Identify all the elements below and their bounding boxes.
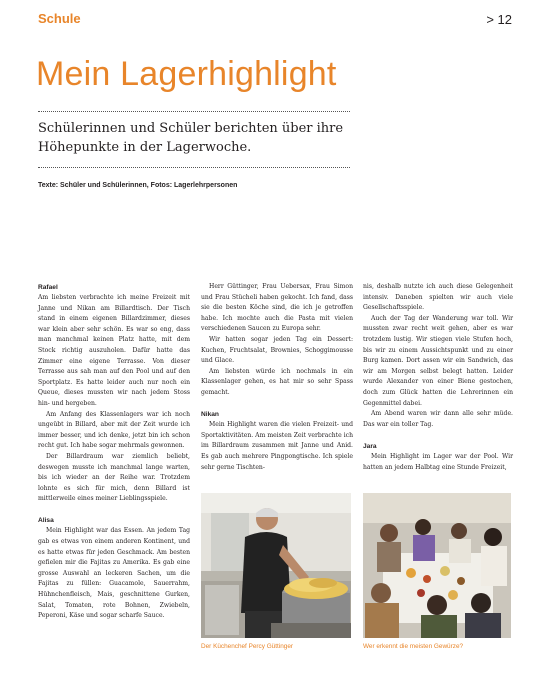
author-heading-jara: Jara [363, 442, 377, 450]
article-credits: Texte: Schüler und Schülerinnen, Fotos: Lagerlehrpersonen [38, 182, 238, 189]
article-lead: Schülerinnen und Schüler berichten über ihre Höhepunkte in der Lagerwoche. [38, 121, 344, 155]
photo-caption-2: Wer erkennt die meisten Gewürze? [363, 643, 464, 650]
paragraph: Auch der Tag der Wanderung war toll. Wir mussten zwar recht weit gehen, aber es war trotzdem lustig. Wir stiegen viele Stufen hoch, bis wir zu einem Aussichtspunkt und zu einer Burg kamen. Dort assen wir ein Sandwich, das wir am Morgen selbst belegt hatten. Leider wurde Alexander von einer Biene gestochen, doch zum Glück hatten die Lehrerinnen ein Gegenmittel dabei. [363, 314, 513, 407]
paragraph: Am liebsten würde ich nochmals in ein Klassenlager gehen, es hat mir so sehr Spass gemacht. [201, 367, 353, 396]
photo-kitchen-chef-image [201, 493, 351, 638]
photo-spices-table [363, 493, 511, 638]
photo-caption-1: Der Küchenchef Percy Güttinger [201, 643, 293, 650]
text-column-2 [201, 282, 353, 473]
photo-spices-table-image [363, 493, 511, 638]
author-heading-alisa: Alisa [38, 517, 54, 525]
text-column-3 [363, 282, 513, 473]
text-column-1 [38, 282, 190, 622]
paragraph: Der Billardraum war ziemlich beliebt, deswegen musste ich manchmal lange warten, bis ich wieder an der Reihe war. Trotzdem lohnte es sich für mich, denn Billard ist mittlerweile eines meiner Lieblingsspiele. [38, 452, 190, 503]
divider-bottom [38, 167, 350, 168]
author-heading-rafael: Rafael [38, 284, 58, 291]
paragraph: Am liebsten verbrachte ich meine Freizeit mit Janne und Nikan am Billardtisch. Der Tisch stand in einem eigenen Billardzimmer, dieses war klein aber sehr schön. Es war so eng, dass man manchmal keinen Platz hatte, mit dem Stock richtig auszuholen. Dafür hatte das Zimmer eine eigene Terrasse. Von dieser Terrasse aus sah man auf den Pool und auf den Sportplatz. Es hatte leider auch nur noch ein Queue, dieses mussten wir nach jedem Stoss hin- und hergeben. [38, 294, 190, 407]
author-heading-nikan: Nikan [201, 411, 219, 419]
paragraph: Mein Highlight war das Essen. An jedem Tag gab es etwas von einem anderen Kontinent, und es hatte etwas für jeden Geschmack. Am besten gefielen mir die Fajitas zu Amerika. Es gab eine grosse Auswahl an leckeren Sachen, um die Fajitas zu füllen: Guacamole, Sauerrahm, Hühnchenfleisch, Mais, geschnittene Gurken, Salat, Tomaten, rote Bohnen, Zwiebeln, Peperoni, Käse und sogar scharfe Sauce. [38, 527, 190, 620]
paragraph: Mein Highlight waren die vielen Freizeit- und Sportaktivitäten. Am meisten Zeit verbrachte ich im Billardraum zusammen mit Janne und Anid. Es gab auch mehrere Pingpongtische. Ich spiele sehr gerne Tischten- [201, 421, 353, 471]
paragraph: nis, deshalb nutzte ich auch diese Gelegenheit intensiv. Daneben spielten wir auch viele Gesellschaftsspiele. [363, 283, 513, 312]
paragraph: Wir hatten sogar jeden Tag ein Dessert: Kuchen, Fruchtsalat, Brownies, Schoggimousse und Glace. [201, 335, 353, 365]
page-number: > 12 [486, 12, 512, 27]
paragraph: Am Anfang des Klassenlagers war ich noch ungeübt in Billard, aber mit der Zeit wurde ich immer besser, und ich denke, jetzt bin ich schon recht gut. Ich habe sogar mehrmals gewonnen. [38, 410, 190, 450]
paragraph: Mein Highlight im Lager war der Pool. Wir hatten an jedem Halbtag eine Stunde Freizeit, [363, 452, 513, 471]
paragraph: Am Abend waren wir dann alle sehr müde. Das war ein toller Tag. [363, 410, 513, 428]
photo-kitchen-chef [201, 493, 351, 638]
paragraph: Herr Güttinger, Frau Uebersax, Frau Simon und Frau Stücheli haben gekocht. Ich fand, dass sie die besten Köche sind, die ich je getroffen habe. Ich mochte auch die Pasta mit vielen verschiedenen Saucen zu Europa sehr. [201, 283, 353, 333]
section-label: Schule [38, 11, 81, 26]
divider-top [38, 111, 350, 112]
article-title: Mein Lagerhighlight [36, 55, 337, 93]
